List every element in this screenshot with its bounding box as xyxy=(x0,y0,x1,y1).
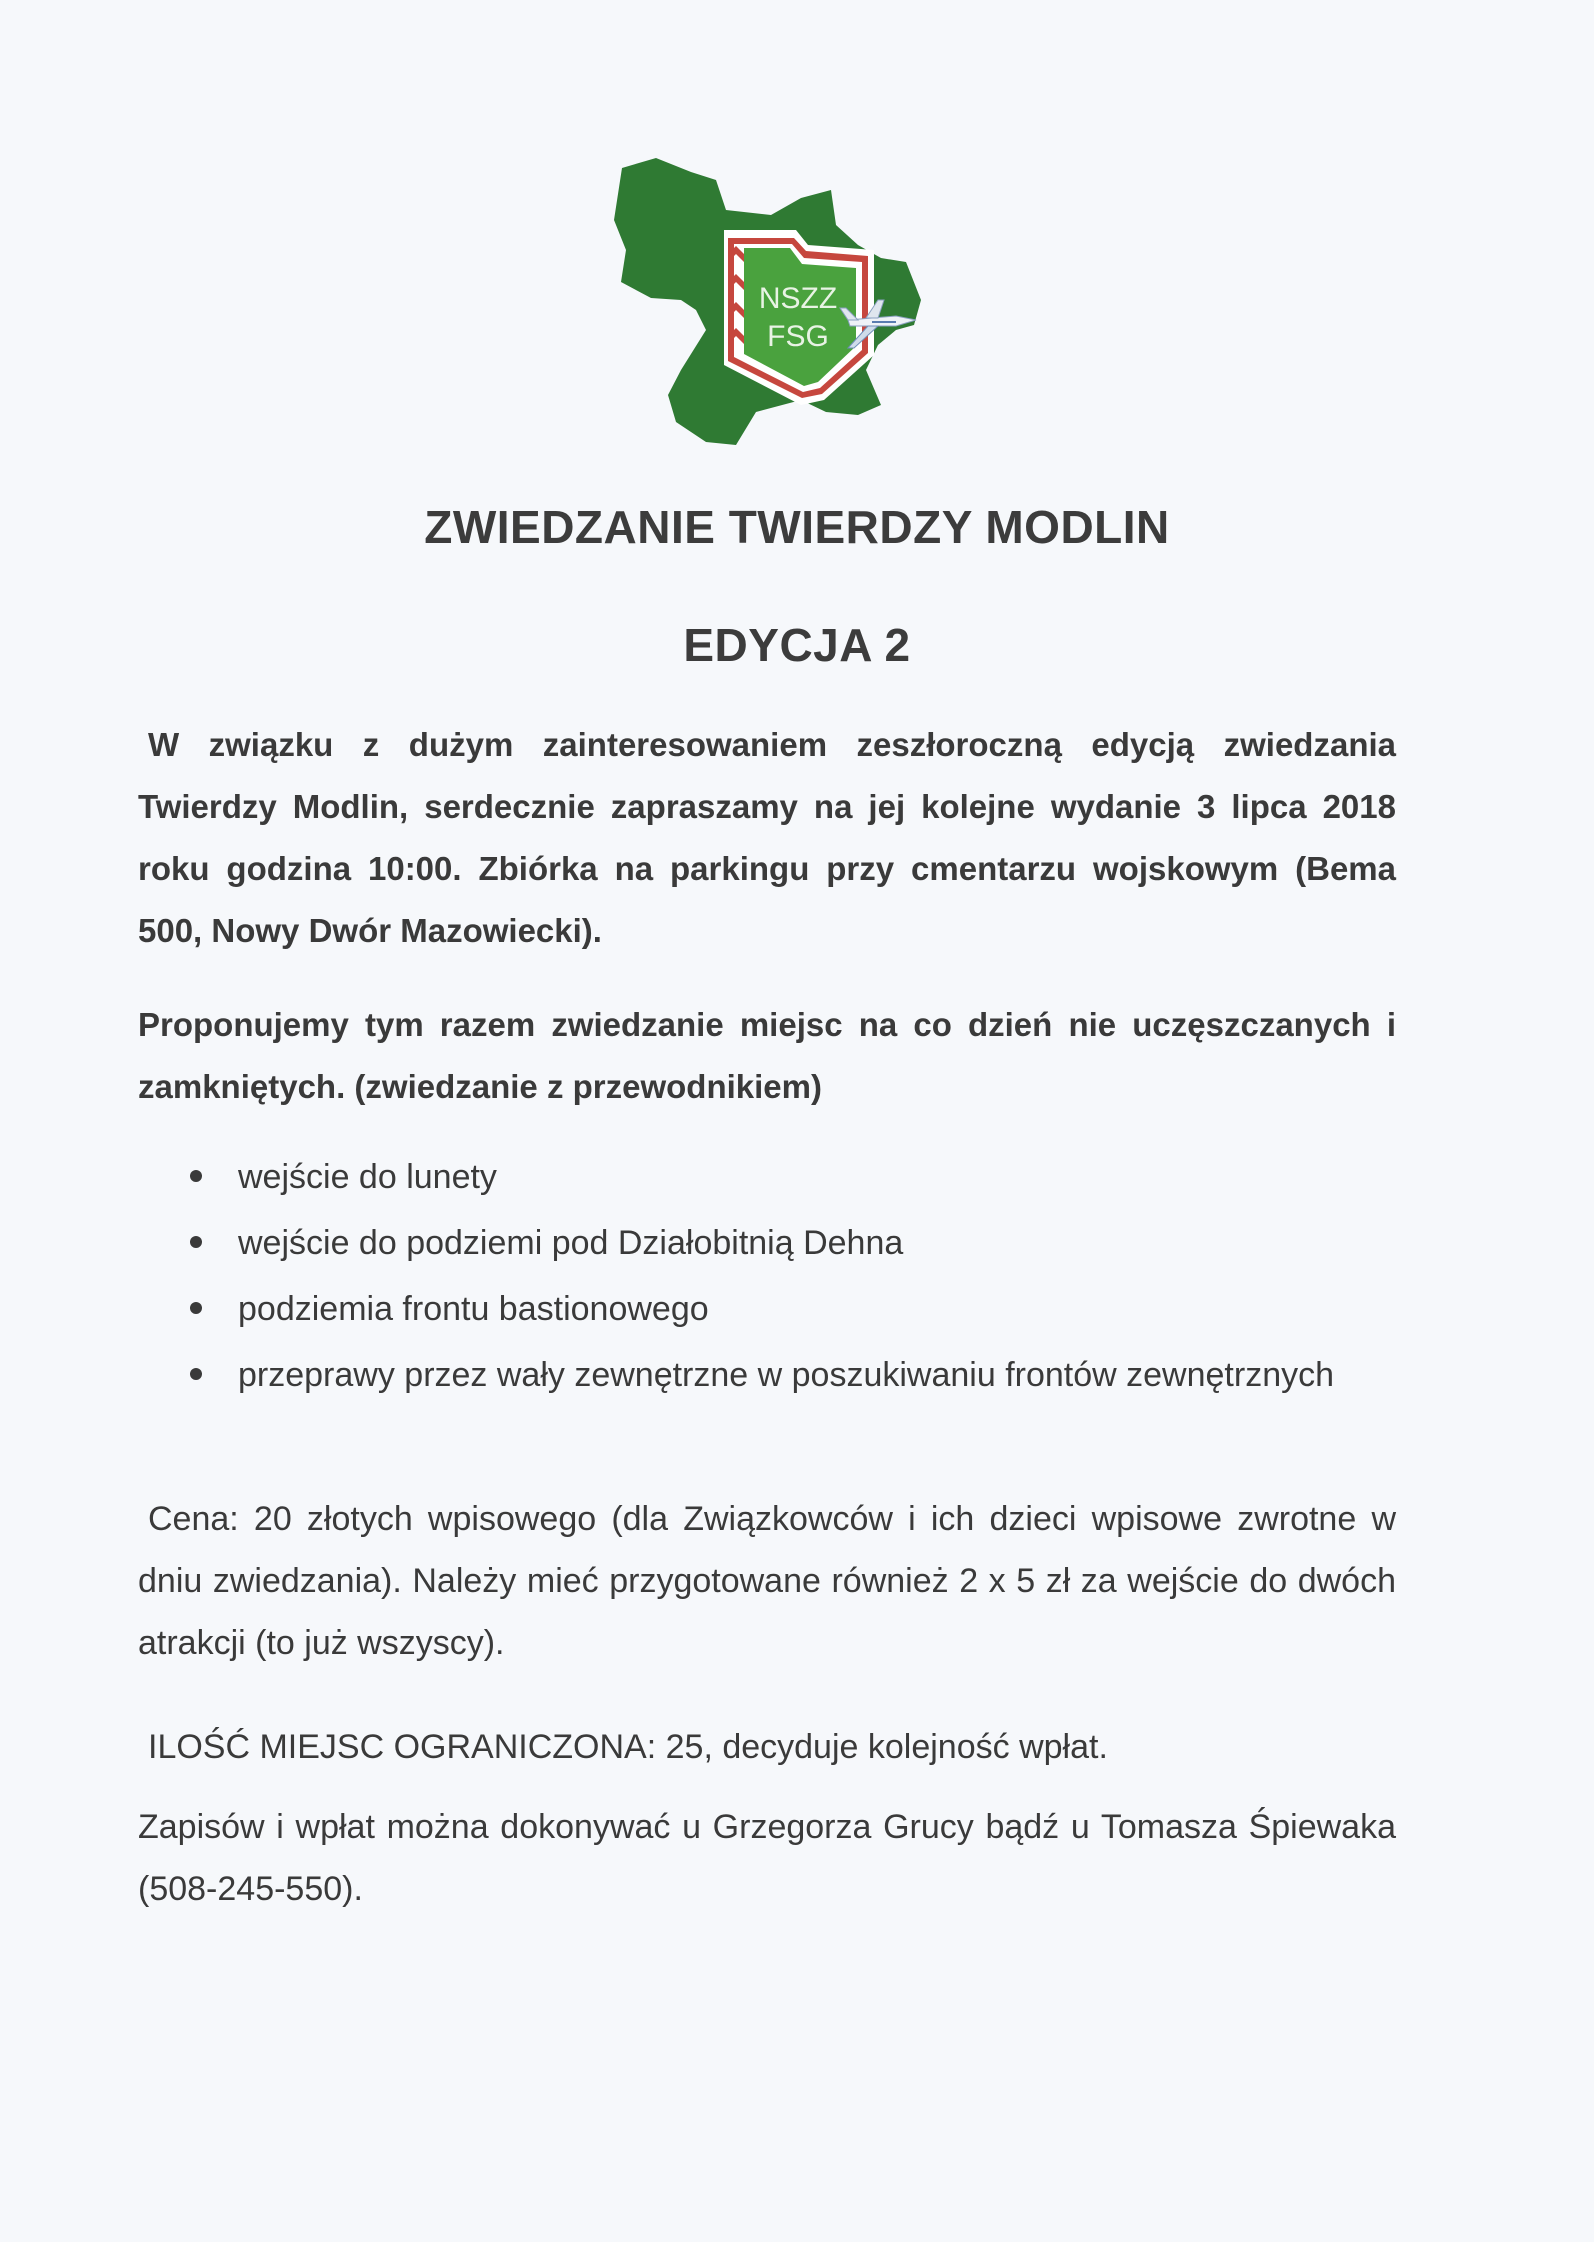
list-item xyxy=(138,1146,1396,1208)
proposal-paragraph: Proponujemy tym razem zwiedzanie miejsc na co dzień nie uczęszczanych i zamkniętych. (zwiedzanie z przewodnikiem) xyxy=(138,1006,1396,1105)
list-item xyxy=(138,1212,1396,1274)
bullet-icon xyxy=(190,1302,202,1314)
list-item xyxy=(138,1278,1396,1340)
bullet-icon xyxy=(190,1170,202,1182)
bullet-icon xyxy=(190,1236,202,1248)
page-title: ZWIEDZANIE TWIERDZY MODLIN xyxy=(424,501,1170,553)
attraction-text: podziemia frontu bastionowego xyxy=(238,1290,709,1328)
seat-limit-paragraph: ILOŚĆ MIEJSC OGRANICZONA: 25, decyduje kolejność wpłat. xyxy=(148,1728,1108,1766)
edition-subtitle: EDYCJA 2 xyxy=(683,619,911,671)
nszz-fsg-logo xyxy=(596,150,956,450)
logo-text-fsg: FSG xyxy=(767,320,829,353)
logo-text-nszz: NSZZ xyxy=(758,282,838,315)
bullet-icon xyxy=(190,1368,202,1380)
signup-paragraph: Zapisów i wpłat można dokonywać u Grzegorza Grucy bądź u Tomasza Śpiewaka (508-245-550). xyxy=(138,1808,1396,1908)
list-item xyxy=(138,1344,1396,1406)
price-paragraph: Cena: 20 złotych wpisowego (dla Związkowców i ich dzieci wpisowe zwrotne w dniu zwiedzania). Należy mieć przygotowane również 2 x 5 zł za wejście do dwóch atrakcji (to już wszyscy). xyxy=(138,1500,1396,1662)
intro-paragraph: W związku z dużym zainteresowaniem zeszłoroczną edycją zwiedzania Twierdzy Modlin, serdecznie zapraszamy na jej kolejne wydanie 3 lipca 2018 roku godzina 10:00. Zbiórka na parkingu przy cmentarzu wojskowym (Bema 500, Nowy Dwór Mazowiecki). xyxy=(138,726,1396,949)
attraction-text: wejście do podziemi pod Działobitnią Dehna xyxy=(238,1224,904,1262)
attractions-list xyxy=(138,1146,1396,1410)
attraction-text: przeprawy przez wały zewnętrzne w poszukiwaniu frontów zewnętrznych xyxy=(238,1356,1335,1394)
attraction-text: wejście do lunety xyxy=(238,1158,497,1196)
